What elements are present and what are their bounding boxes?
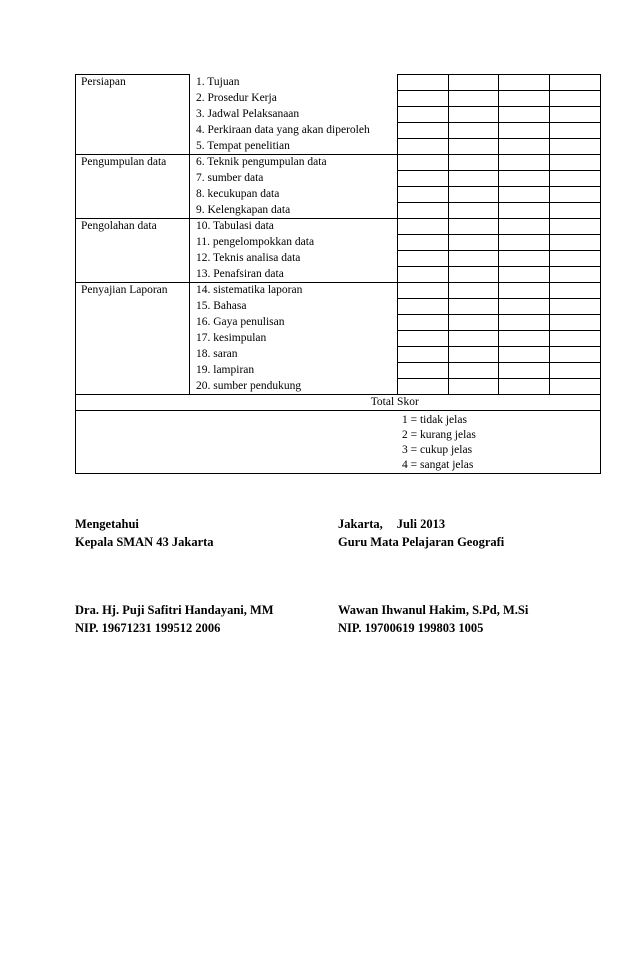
rubric-row: [76, 235, 601, 251]
criterion-cell: 20. sumber pendukung: [190, 379, 398, 395]
score-cell[interactable]: [398, 171, 449, 187]
score-legend: [402, 411, 600, 473]
aspect-cell: Pengumpulan data: [76, 155, 190, 171]
assessment-rubric-table: [75, 74, 601, 474]
teacher-nip: NIP. 19700619 199803 1005: [338, 621, 484, 635]
score-cell[interactable]: [449, 347, 499, 363]
score-cell[interactable]: [550, 203, 601, 219]
score-cell[interactable]: [398, 347, 449, 363]
score-cell[interactable]: [398, 75, 449, 91]
score-cell[interactable]: [550, 251, 601, 267]
score-cell[interactable]: [398, 139, 449, 155]
teacher-title: Guru Mata Pelajaran Geografi: [338, 535, 505, 549]
score-cell[interactable]: [449, 123, 499, 139]
rubric-row: [76, 315, 601, 331]
criterion-cell: 8. kecukupan data: [190, 187, 398, 203]
aspect-cell: [76, 235, 190, 251]
aspect-cell: [76, 123, 190, 139]
rubric-row: [76, 283, 601, 299]
rubric-row: [76, 203, 601, 219]
total-score-label: Total Skor: [190, 395, 601, 411]
rubric-row: [76, 75, 601, 91]
rubric-row: [76, 155, 601, 171]
score-cell[interactable]: [398, 187, 449, 203]
criterion-cell: 7. sumber data: [190, 171, 398, 187]
score-cell[interactable]: [398, 91, 449, 107]
total-row-blank: [76, 395, 190, 411]
legend-item: 3 = cukup jelas: [402, 444, 473, 456]
score-cell[interactable]: [550, 123, 601, 139]
score-cell[interactable]: [449, 379, 499, 395]
score-cell[interactable]: [449, 251, 499, 267]
score-cell[interactable]: [449, 171, 499, 187]
aspect-cell: [76, 187, 190, 203]
score-cell[interactable]: [449, 299, 499, 315]
score-cell[interactable]: [398, 107, 449, 123]
teacher-name: Wawan Ihwanul Hakim, S.Pd, M.Si: [338, 603, 529, 617]
criterion-cell: 13. Penafsiran data: [190, 267, 398, 283]
criterion-cell: 16. Gaya penulisan: [190, 315, 398, 331]
rubric-body: [76, 75, 601, 474]
score-cell[interactable]: [398, 235, 449, 251]
score-cell[interactable]: [499, 315, 550, 331]
score-cell[interactable]: [499, 267, 550, 283]
rubric-row: [76, 379, 601, 395]
place-date: [338, 515, 504, 533]
criterion-cell: 4. Perkiraan data yang akan diperoleh: [190, 123, 398, 139]
criterion-cell: 12. Teknis analisa data: [190, 251, 398, 267]
criterion-cell: 9. Kelengkapan data: [190, 203, 398, 219]
criterion-cell: 18. saran: [190, 347, 398, 363]
rubric-row: [76, 139, 601, 155]
aspect-cell: [76, 171, 190, 187]
score-cell[interactable]: [499, 235, 550, 251]
criterion-cell: 6. Teknik pengumpulan data: [190, 155, 398, 171]
score-cell[interactable]: [398, 123, 449, 139]
score-cell[interactable]: [449, 235, 499, 251]
rubric-row: [76, 219, 601, 235]
rubric-row: [76, 123, 601, 139]
aspect-cell: [76, 347, 190, 363]
score-cell[interactable]: [499, 219, 550, 235]
acknowledge-label: Mengetahui: [75, 517, 139, 531]
score-cell[interactable]: [550, 107, 601, 123]
rubric-row: [76, 363, 601, 379]
aspect-cell: [76, 267, 190, 283]
score-cell[interactable]: [550, 283, 601, 299]
score-cell[interactable]: [550, 91, 601, 107]
score-cell[interactable]: [449, 363, 499, 379]
score-cell[interactable]: [550, 219, 601, 235]
aspect-cell: [76, 315, 190, 331]
rubric-row: [76, 107, 601, 123]
score-cell[interactable]: [398, 379, 449, 395]
principal-nip: NIP. 19671231 199512 2006: [75, 621, 221, 635]
score-cell[interactable]: [449, 91, 499, 107]
signature-block-right: [338, 515, 504, 551]
score-cell[interactable]: [550, 139, 601, 155]
criterion-cell: 14. sistematika laporan: [190, 283, 398, 299]
legend-item: 4 = sangat jelas: [402, 459, 474, 471]
score-cell[interactable]: [499, 203, 550, 219]
score-cell[interactable]: [550, 235, 601, 251]
criterion-cell: 19. lampiran: [190, 363, 398, 379]
rubric-row: [76, 331, 601, 347]
score-cell[interactable]: [499, 299, 550, 315]
principal-name: Dra. Hj. Puji Safitri Handayani, MM: [75, 603, 274, 617]
score-cell[interactable]: [449, 139, 499, 155]
score-cell[interactable]: [499, 363, 550, 379]
place: Jakarta,: [338, 517, 383, 531]
score-cell[interactable]: [449, 187, 499, 203]
rubric-row: [76, 251, 601, 267]
aspect-cell: [76, 299, 190, 315]
score-cell[interactable]: [550, 315, 601, 331]
score-cell[interactable]: [398, 267, 449, 283]
score-cell[interactable]: [550, 75, 601, 91]
aspect-cell: [76, 363, 190, 379]
score-cell[interactable]: [398, 203, 449, 219]
score-cell[interactable]: [449, 203, 499, 219]
score-cell[interactable]: [499, 139, 550, 155]
score-cell[interactable]: [499, 75, 550, 91]
criterion-cell: 5. Tempat penelitian: [190, 139, 398, 155]
principal-title: Kepala SMAN 43 Jakarta: [75, 535, 214, 549]
score-cell[interactable]: [499, 331, 550, 347]
rubric-row: [76, 171, 601, 187]
score-cell[interactable]: [449, 75, 499, 91]
score-cell[interactable]: [398, 299, 449, 315]
score-cell[interactable]: [550, 347, 601, 363]
score-cell[interactable]: [398, 251, 449, 267]
score-cell[interactable]: [449, 219, 499, 235]
aspect-cell: [76, 379, 190, 395]
criterion-cell: 11. pengelompokkan data: [190, 235, 398, 251]
score-cell[interactable]: [499, 187, 550, 203]
rubric-row: [76, 347, 601, 363]
score-cell[interactable]: [550, 331, 601, 347]
signature-block-left: [75, 515, 214, 551]
criterion-cell: 3. Jadwal Pelaksanaan: [190, 107, 398, 123]
score-cell[interactable]: [398, 331, 449, 347]
score-cell[interactable]: [449, 107, 499, 123]
aspect-cell: [76, 251, 190, 267]
score-cell[interactable]: [550, 379, 601, 395]
score-cell[interactable]: [499, 283, 550, 299]
score-cell[interactable]: [550, 187, 601, 203]
score-cell[interactable]: [499, 379, 550, 395]
legend-row: [76, 411, 601, 474]
score-cell[interactable]: [398, 363, 449, 379]
total-row: [76, 395, 601, 411]
date: Juli 2013: [396, 517, 446, 531]
principal-name-block: [75, 601, 274, 637]
score-cell[interactable]: [398, 283, 449, 299]
rubric-row: [76, 187, 601, 203]
score-cell[interactable]: [550, 155, 601, 171]
criterion-cell: 1. Tujuan: [190, 75, 398, 91]
criterion-cell: 17. kesimpulan: [190, 331, 398, 347]
score-cell[interactable]: [550, 171, 601, 187]
legend-item: 2 = kurang jelas: [402, 429, 476, 441]
score-cell[interactable]: [449, 315, 499, 331]
score-cell[interactable]: [449, 267, 499, 283]
score-cell[interactable]: [499, 347, 550, 363]
score-cell[interactable]: [398, 315, 449, 331]
aspect-cell: [76, 203, 190, 219]
score-cell[interactable]: [398, 219, 449, 235]
score-cell[interactable]: [499, 251, 550, 267]
score-cell[interactable]: [550, 267, 601, 283]
score-cell[interactable]: [499, 91, 550, 107]
score-cell[interactable]: [449, 155, 499, 171]
score-cell[interactable]: [449, 283, 499, 299]
score-cell[interactable]: [499, 155, 550, 171]
aspect-cell: [76, 107, 190, 123]
teacher-name-block: [338, 601, 528, 637]
criterion-cell: 10. Tabulasi data: [190, 219, 398, 235]
score-cell[interactable]: [550, 299, 601, 315]
criterion-cell: 2. Prosedur Kerja: [190, 91, 398, 107]
aspect-cell: Pengolahan data: [76, 219, 190, 235]
score-cell[interactable]: [499, 107, 550, 123]
aspect-cell: [76, 91, 190, 107]
rubric-row: [76, 267, 601, 283]
aspect-cell: [76, 331, 190, 347]
score-cell[interactable]: [449, 331, 499, 347]
aspect-cell: Persiapan: [76, 75, 190, 91]
score-cell[interactable]: [499, 123, 550, 139]
rubric-row: [76, 91, 601, 107]
criterion-cell: 15. Bahasa: [190, 299, 398, 315]
score-cell[interactable]: [499, 171, 550, 187]
aspect-cell: [76, 139, 190, 155]
score-cell[interactable]: [550, 363, 601, 379]
legend-cell: [76, 411, 601, 474]
score-cell[interactable]: [398, 155, 449, 171]
legend-item: 1 = tidak jelas: [402, 414, 467, 426]
rubric-row: [76, 299, 601, 315]
aspect-cell: Penyajian Laporan: [76, 283, 190, 299]
